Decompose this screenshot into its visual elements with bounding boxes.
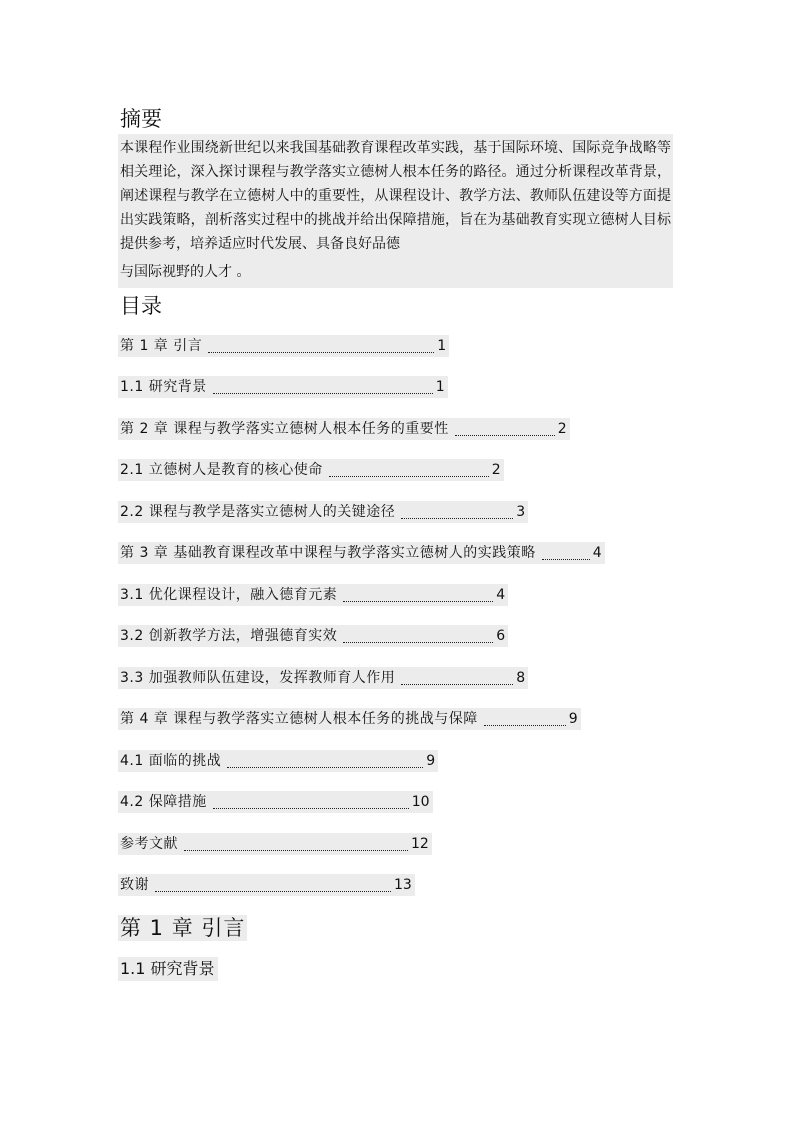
toc-entry-page: 4 bbox=[592, 545, 602, 561]
toc-entry-page: 10 bbox=[411, 794, 430, 810]
toc-entry-page: 12 bbox=[411, 836, 429, 852]
toc-dot-leader bbox=[455, 423, 555, 436]
toc-dot-leader bbox=[213, 796, 409, 809]
toc-entry[interactable] bbox=[118, 708, 581, 730]
toc-dot-leader bbox=[184, 838, 408, 851]
abstract-heading: 摘要 bbox=[120, 107, 162, 131]
toc-entry[interactable] bbox=[118, 459, 504, 481]
toc-entry[interactable] bbox=[118, 625, 508, 647]
toc-entry-page: 8 bbox=[516, 670, 526, 686]
toc-dot-leader bbox=[343, 589, 493, 602]
toc-dot-leader bbox=[343, 630, 493, 643]
toc-heading: 目录 bbox=[120, 294, 162, 318]
toc-entry[interactable] bbox=[118, 667, 528, 689]
chapter-heading: 第 1 章 引言 bbox=[120, 916, 246, 940]
toc-entry-title: 3.3 加强教师队伍建设，发挥教师育人作用 bbox=[120, 670, 396, 686]
toc-entry-title: 3.2 创新教学方法，增强德育实效 bbox=[120, 628, 338, 644]
toc-entry[interactable] bbox=[118, 791, 433, 813]
toc-entry[interactable] bbox=[118, 335, 449, 357]
toc-entry-page: 4 bbox=[496, 587, 506, 603]
toc-entry[interactable] bbox=[118, 376, 448, 398]
toc-entry-page: 1 bbox=[435, 379, 445, 395]
toc-entry-title: 1.1 研究背景 bbox=[120, 379, 207, 395]
toc-dot-leader bbox=[208, 340, 434, 353]
toc-entry-page: 9 bbox=[426, 753, 436, 769]
toc-entry-title: 第 3 章 基础教育课程改革中课程与教学落实立德树人的实践策略 bbox=[120, 545, 536, 561]
toc-entry-title: 第 2 章 课程与教学落实立德树人根本任务的重要性 bbox=[120, 421, 449, 437]
abstract-body: 本课程作业围绕新世纪以来我国基础教育课程改革实践，基于国际环境、国际竞争战略等相关理论，深入探讨课程与教学落实立德树人根本任务的路径。通过分析课程改革背景，阐述课程与教学在立德树人中的重要性，从课程设计、教学方法、教师队伍建设等方面提出实践策略，剖析落实过程中的挑战并给出保障措施，旨在为基础教育实现立德树人目标提供参考，培养适应时代发展、具备良好品德 bbox=[120, 140, 671, 252]
toc-entry[interactable] bbox=[118, 418, 570, 440]
toc-dot-leader bbox=[401, 672, 513, 685]
toc-entry-title: 2.2 课程与教学是落实立德树人的关键途径 bbox=[120, 504, 396, 520]
toc-dot-leader bbox=[213, 381, 433, 394]
toc-dot-leader bbox=[542, 547, 590, 560]
toc-entry-title: 第 1 章 引言 bbox=[120, 338, 203, 354]
toc-dot-leader bbox=[155, 879, 391, 892]
toc-entry-page: 2 bbox=[491, 462, 501, 478]
toc-entry-title: 参考文献 bbox=[120, 836, 178, 852]
section-heading: 1.1 研究背景 bbox=[118, 957, 218, 981]
toc-entry[interactable] bbox=[118, 584, 508, 606]
toc-entry-page: 13 bbox=[394, 877, 412, 893]
toc-entry[interactable] bbox=[118, 874, 415, 896]
toc-entry[interactable] bbox=[118, 750, 438, 772]
toc-entry[interactable] bbox=[118, 542, 605, 564]
toc-entry-page: 2 bbox=[557, 421, 567, 437]
toc-entry-title: 4.2 保障措施 bbox=[120, 794, 207, 810]
toc-entry-title: 4.1 面临的挑战 bbox=[120, 753, 222, 769]
toc-entry-page: 3 bbox=[516, 504, 526, 520]
toc-dot-leader bbox=[227, 755, 423, 768]
toc-entry-page: 6 bbox=[496, 628, 506, 644]
toc-entry[interactable] bbox=[118, 501, 528, 523]
toc-entry-title: 2.1 立德树人是教育的核心使命 bbox=[120, 462, 323, 478]
toc-entry-page: 1 bbox=[437, 338, 447, 354]
toc-entry-title: 3.1 优化课程设计，融入德育元素 bbox=[120, 587, 338, 603]
toc-dot-leader bbox=[401, 506, 513, 519]
abstract-body-last-line: 与国际视野的人才 。 bbox=[120, 264, 251, 280]
toc-dot-leader bbox=[329, 464, 489, 477]
abstract-paragraph bbox=[118, 134, 673, 288]
toc-entry[interactable] bbox=[118, 833, 432, 855]
toc-entry-page: 9 bbox=[568, 711, 578, 727]
toc-dot-leader bbox=[484, 713, 566, 726]
toc-entry-title: 第 4 章 课程与教学落实立德树人根本任务的挑战与保障 bbox=[120, 711, 478, 727]
toc-entry-title: 致谢 bbox=[120, 877, 149, 893]
